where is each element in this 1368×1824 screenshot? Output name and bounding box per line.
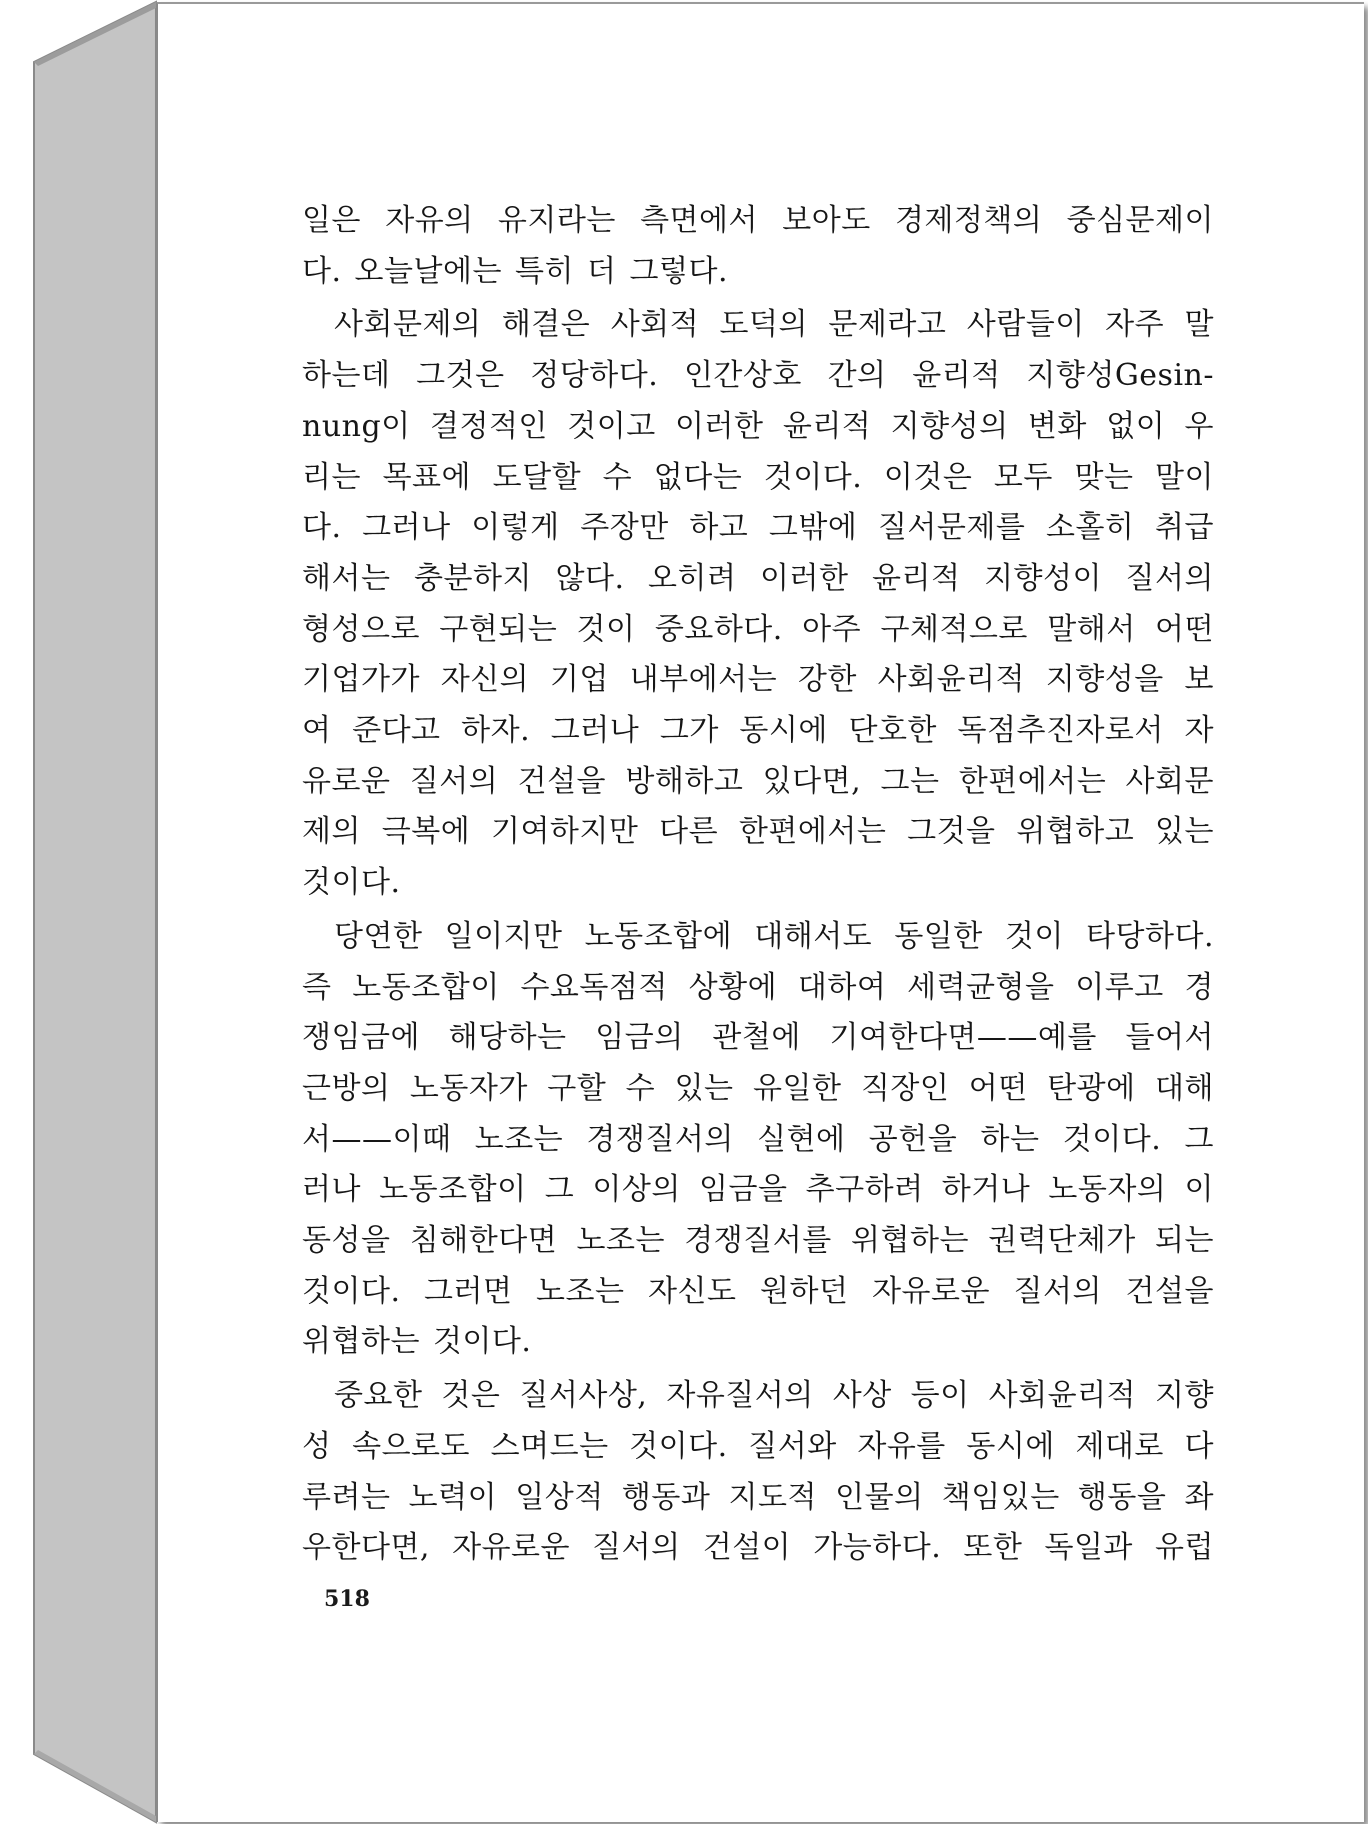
text-line: 동성을 침해한다면 노조는 경쟁질서를 위협하는 권력단체가 되는: [302, 1223, 1214, 1259]
paragraph: [302, 300, 1214, 908]
text-line: 쟁임금에 해당하는 임금의 관철에 기여한다면——예를 들어서: [302, 1020, 1214, 1056]
text-line: 즉 노동조합이 수요독점적 상황에 대하여 세력균형을 이루고 경: [302, 969, 1214, 1005]
page-body-text: [302, 196, 1214, 1574]
text-line: 것이다. 그러면 노조는 자신도 원하던 자유로운 질서의 건설을: [302, 1273, 1214, 1309]
text-line: 것이다.: [302, 865, 401, 901]
text-line: 루려는 노력이 일상적 행동과 지도적 인물의 책임있는 행동을 좌: [302, 1479, 1214, 1515]
paragraph: [302, 1371, 1214, 1574]
paragraph: [302, 912, 1214, 1368]
text-line: 기업가가 자신의 기업 내부에서는 강한 사회윤리적 지향성을 보: [302, 662, 1214, 698]
book-spine: [0, 0, 160, 1824]
text-line: 여 준다고 하자. 그러나 그가 동시에 단호한 독점추진자로서 자: [302, 713, 1214, 749]
text-line: 다. 오늘날에는 특히 더 그렇다.: [302, 253, 728, 289]
text-line: nung이 결정적인 것이고 이러한 윤리적 지향성의 변화 없이 우: [302, 408, 1214, 444]
text-line: 제의 극복에 기여하지만 다른 한편에서는 그것을 위협하고 있는: [302, 814, 1214, 850]
text-line: 근방의 노동자가 구할 수 있는 유일한 직장인 어떤 탄광에 대해: [302, 1070, 1214, 1106]
text-line: 서——이때 노조는 경쟁질서의 실현에 공헌을 하는 것이다. 그: [302, 1121, 1214, 1157]
text-line: 형성으로 구현되는 것이 중요하다. 아주 구체적으로 말해서 어떤: [302, 611, 1214, 647]
text-line: 리는 목표에 도달할 수 없다는 것이다. 이것은 모두 맞는 말이: [302, 459, 1214, 495]
text-line: 다. 그러나 이렇게 주장만 하고 그밖에 질서문제를 소홀히 취급: [302, 510, 1214, 546]
text-line: 해서는 충분하지 않다. 오히려 이러한 윤리적 지향성이 질서의: [302, 560, 1214, 596]
text-line: 중요한 것은 질서사상, 자유질서의 사상 등이 사회윤리적 지향: [334, 1378, 1214, 1414]
text-line: 러나 노동조합이 그 이상의 임금을 추구하려 하거나 노동자의 이: [302, 1172, 1214, 1208]
text-line: 당연한 일이지만 노동조합에 대해서도 동일한 것이 타당하다.: [334, 918, 1214, 954]
text-line: 사회문제의 해결은 사회적 도덕의 문제라고 사람들이 자주 말: [334, 307, 1214, 343]
paragraph: [302, 196, 1214, 297]
text-line: 위협하는 것이다.: [302, 1324, 532, 1360]
page-number: 518: [324, 1586, 370, 1612]
text-line: 하는데 그것은 정당하다. 인간상호 간의 윤리적 지향성Gesin-: [302, 358, 1214, 394]
text-line: 일은 자유의 유지라는 측면에서 보아도 경제정책의 중심문제이: [302, 203, 1214, 238]
text-line: 우한다면, 자유로운 질서의 건설이 가능하다. 또한 독일과 유럽: [302, 1530, 1214, 1566]
text-line: 성 속으로도 스며드는 것이다. 질서와 자유를 동시에 제대로 다: [302, 1428, 1214, 1464]
text-line: 유로운 질서의 건설을 방해하고 있다면, 그는 한편에서는 사회문: [302, 763, 1214, 799]
